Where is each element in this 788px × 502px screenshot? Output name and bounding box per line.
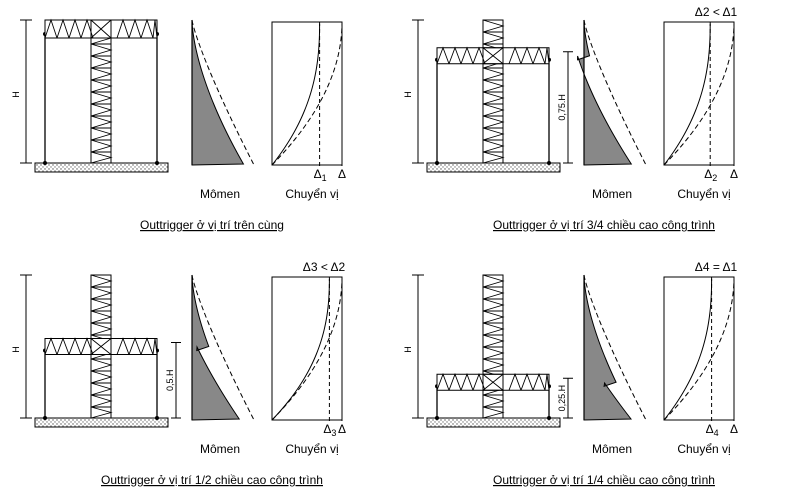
height-label: H [403,346,413,353]
moment-area [578,20,632,165]
moment-label: Mômen [591,187,633,201]
ground-base [35,163,168,172]
right-support [547,416,551,420]
delta-subscript: 2 [712,173,718,183]
ground-base [427,418,560,427]
panel-caption: Outtrigger ở vị trí 1/2 chiều cao công trình [101,473,323,487]
height-label: H [11,91,21,98]
panel-2 [403,5,738,232]
displacement-label: Chuyển vị [677,187,731,201]
panel-4 [403,260,738,487]
displacement-reference-curve [664,24,734,165]
panel-caption: Outtrigger ở vị trí 3/4 chiều cao công trình [493,218,715,232]
delta-label [704,167,717,183]
displacement-box [272,22,342,165]
right-support [547,161,551,165]
delta-symbol: Δ [704,167,713,181]
left-support [43,161,47,165]
displacement-box [664,277,734,420]
displacement-curve [272,279,329,420]
height-label: H [403,91,413,98]
ground-base [35,418,168,427]
displacement-reference-curve [664,279,734,420]
height-label: H [11,346,21,353]
delta-comparison: Δ3 < Δ2 [302,260,346,274]
moment-label: Mômen [199,442,241,456]
moment-area [192,20,243,165]
displacement-box [272,277,342,420]
delta-max-label: Δ [338,422,347,436]
delta-comparison: Δ2 < Δ1 [694,5,738,19]
displacement-curve [664,24,710,165]
moment-label: Mômen [199,187,241,201]
outrigger-height-label: 0,5.H [165,369,175,392]
moment-area [584,275,631,420]
displacement-reference-curve [272,24,342,165]
outrigger-height-label: 0,75.H [557,94,567,121]
displacement-curve [272,24,320,165]
delta-symbol: Δ [313,167,322,181]
panel-caption: Outtrigger ở vị trí trên cùng [140,218,284,232]
panel-caption: Outtrigger ở vị trí 1/4 chiều cao công trình [493,473,715,487]
outrigger-height-label: 0,25.H [557,384,567,412]
displacement-label: Chuyển vị [285,187,339,201]
delta-subscript: 1 [321,173,327,183]
delta-label [323,422,336,438]
left-support [435,161,439,165]
delta-max-label: Δ [730,422,739,436]
displacement-label: Chuyển vị [677,442,731,456]
delta-label [706,422,719,438]
delta-subscript: 3 [331,428,337,438]
moment-label: Mômen [591,442,633,456]
moment-area [192,275,239,420]
delta-subscript: 4 [713,428,719,438]
delta-symbol: Δ [323,422,332,436]
panel-3 [11,260,346,487]
panel-1 [11,20,346,232]
delta-comparison: Δ4 = Δ1 [694,260,738,274]
right-support [155,416,159,420]
left-support [43,416,47,420]
displacement-reference-curve [272,279,342,420]
displacement-box [664,22,734,165]
delta-max-label: Δ [730,167,739,181]
right-support [155,161,159,165]
delta-max-label: Δ [338,167,347,181]
left-support [435,416,439,420]
displacement-curve [664,279,712,420]
displacement-label: Chuyển vị [285,442,339,456]
delta-symbol: Δ [705,422,714,436]
delta-label [314,167,327,183]
ground-base [427,163,560,172]
